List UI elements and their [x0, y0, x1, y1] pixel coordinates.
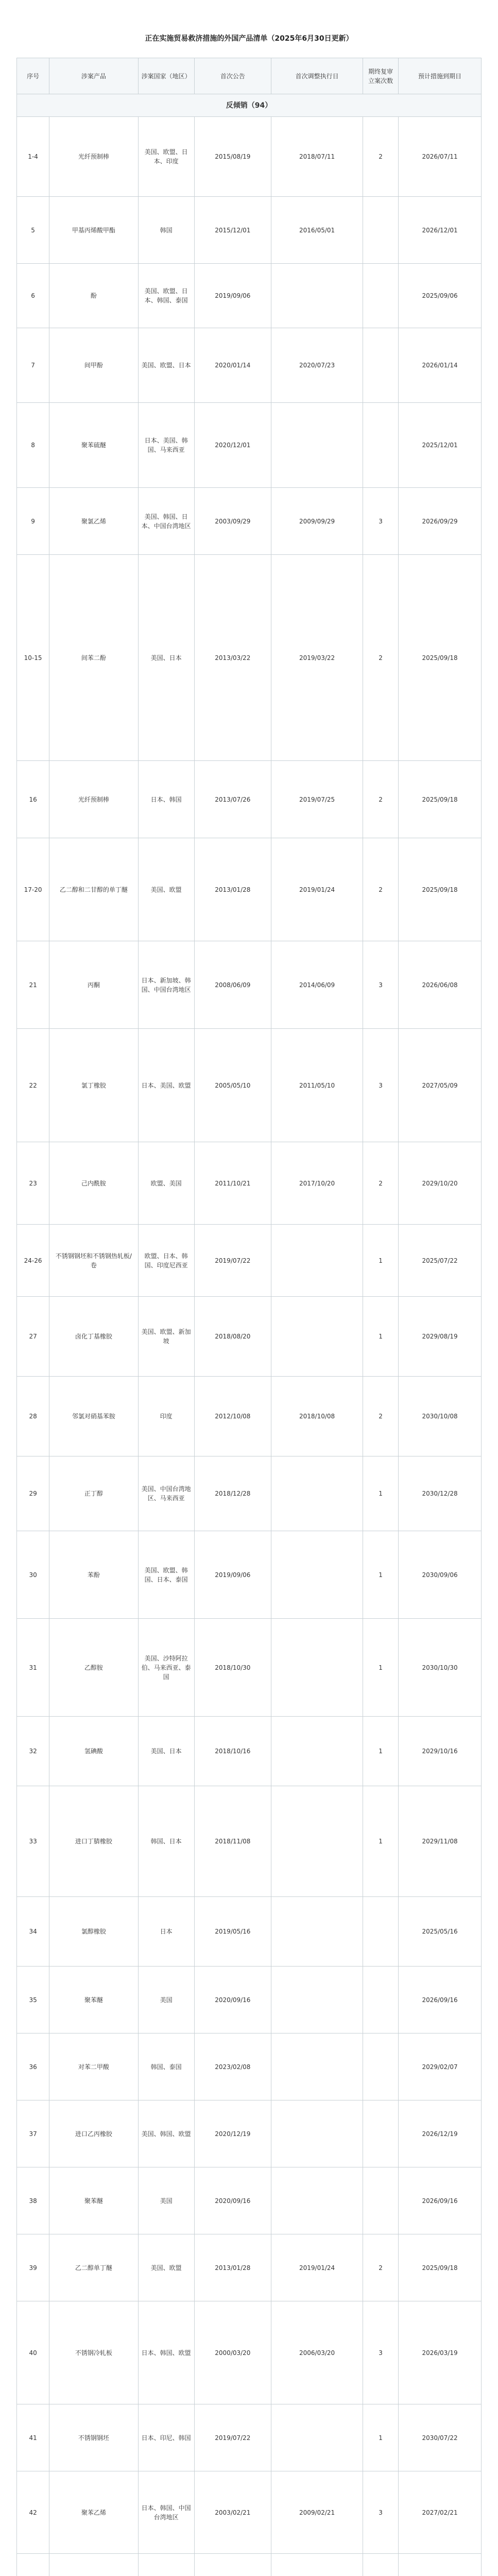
cell-adjust: 2019/03/22 [271, 555, 363, 761]
cell-expiry: 2027/02/21 [399, 2471, 482, 2554]
table-row [17, 555, 482, 761]
cell-country [138, 2554, 194, 2576]
cell-adjust: 2018/10/08 [271, 1377, 363, 1456]
cell-product: 乙醇胺 [49, 1619, 138, 1717]
table-row [17, 2167, 482, 2234]
document-title: 正在实施贸易救济措施的外国产品清单（2025年6月30日更新） [145, 35, 353, 43]
cell-review-count [363, 2554, 399, 2576]
cell-adjust [271, 2167, 363, 2234]
cell-country: 日本、新加坡、韩国、中国台湾地区 [138, 941, 194, 1029]
table-row [17, 1786, 482, 1897]
cell-issue: 2019/09/06 [194, 1531, 271, 1619]
cell-issue: 2020/12/19 [194, 2100, 271, 2167]
cell-no: 36 [17, 2033, 49, 2100]
cell-review-count: 2 [363, 1142, 399, 1225]
cell-expiry: 2025/09/18 [399, 2234, 482, 2301]
cell-expiry: 2026/01/14 [399, 328, 482, 403]
cell-adjust: 2009/02/21 [271, 2471, 363, 2554]
cell-issue: 2008/06/09 [194, 941, 271, 1029]
cell-country: 欧盟、美国 [138, 1142, 194, 1225]
cell-review-count: 1 [363, 1225, 399, 1297]
cell-review-count: 1 [363, 1717, 399, 1786]
cell-product: 间甲酚 [49, 328, 138, 403]
cell-review-count [363, 2167, 399, 2234]
cell-no: 42 [17, 2471, 49, 2554]
cell-product: 聚氯乙烯 [49, 488, 138, 555]
cell-no: 23 [17, 1142, 49, 1225]
cell-no: 35 [17, 1967, 49, 2033]
cell-expiry: 2030/10/08 [399, 1377, 482, 1456]
table-row [17, 2301, 482, 2404]
cell-country: 日本、印尼、韩国 [138, 2404, 194, 2471]
header-review-count: 期终复审立案次数 [363, 58, 399, 94]
cell-review-count [363, 403, 399, 488]
cell-country: 美国、欧盟、新加坡 [138, 1297, 194, 1377]
cell-adjust [271, 1456, 363, 1531]
table-row [17, 117, 482, 197]
cell-review-count: 3 [363, 2471, 399, 2554]
header-country: 涉案国家（地区） [138, 58, 194, 94]
cell-country: 美国 [138, 1967, 194, 2033]
cell-no: 30 [17, 1531, 49, 1619]
cell-issue: 2012/10/08 [194, 1377, 271, 1456]
cell-product: 聚苯醚 [49, 2167, 138, 2234]
cell-issue: 2000/03/20 [194, 2301, 271, 2404]
cell-issue: 2015/12/01 [194, 197, 271, 264]
cell-review-count: 1 [363, 2404, 399, 2471]
cell-adjust: 2009/09/29 [271, 488, 363, 555]
cell-product: 光纤预制棒 [49, 117, 138, 197]
table-row [17, 2471, 482, 2554]
table-row [17, 2404, 482, 2471]
header-expiry: 预计措施到期日 [399, 58, 482, 94]
cell-issue: 2020/09/16 [194, 2167, 271, 2234]
cell-issue: 2013/01/28 [194, 2234, 271, 2301]
measures-table [16, 58, 482, 2576]
cell-adjust [271, 1531, 363, 1619]
cell-expiry: 2026/12/19 [399, 2100, 482, 2167]
cell-adjust [271, 1225, 363, 1297]
cell-expiry: 2026/07/11 [399, 117, 482, 197]
cell-no: 5 [17, 197, 49, 264]
cell-product: 不锈钢钢坯和不锈钢热轧板/卷 [49, 1225, 138, 1297]
cell-adjust: 2017/10/20 [271, 1142, 363, 1225]
cell-no: 6 [17, 264, 49, 328]
cell-product [49, 2554, 138, 2576]
cell-issue: 2019/05/16 [194, 1897, 271, 1967]
cell-product: 卤化丁基橡胶 [49, 1297, 138, 1377]
cell-country: 日本、美国、欧盟 [138, 1029, 194, 1142]
cell-expiry: 2026/03/19 [399, 2301, 482, 2404]
header-no: 序号 [17, 58, 49, 94]
table-row [17, 1717, 482, 1786]
cell-expiry: 2030/10/30 [399, 1619, 482, 1717]
cell-country: 美国、欧盟、日本 [138, 328, 194, 403]
cell-expiry: 2029/11/08 [399, 1786, 482, 1897]
cell-issue: 2018/08/20 [194, 1297, 271, 1377]
cell-product: 邻氯对硝基苯胺 [49, 1377, 138, 1456]
cell-no: 38 [17, 2167, 49, 2234]
header-issue: 首次公告 [194, 58, 271, 94]
table-row [17, 2100, 482, 2167]
cell-adjust [271, 1619, 363, 1717]
table-row [17, 1619, 482, 1717]
cell-country: 印度 [138, 1377, 194, 1456]
table-row [17, 197, 482, 264]
table-row [17, 2554, 482, 2576]
cell-product: 聚苯乙烯 [49, 2471, 138, 2554]
cell-country: 美国、日本 [138, 1717, 194, 1786]
cell-adjust [271, 1786, 363, 1897]
cell-adjust: 2016/05/01 [271, 197, 363, 264]
table-row [17, 1456, 482, 1531]
cell-expiry: 2030/07/22 [399, 2404, 482, 2471]
cell-expiry: 2026/09/16 [399, 1967, 482, 2033]
cell-expiry: 2029/10/16 [399, 1717, 482, 1786]
cell-adjust: 2018/07/11 [271, 117, 363, 197]
cell-expiry: 2026/12/01 [399, 197, 482, 264]
cell-adjust: 2019/01/24 [271, 2234, 363, 2301]
cell-country: 日本、韩国 [138, 761, 194, 838]
cell-adjust [271, 1967, 363, 2033]
cell-adjust: 2011/05/10 [271, 1029, 363, 1142]
cell-country: 美国、欧盟、日本、印度 [138, 117, 194, 197]
cell-issue: 2019/09/06 [194, 264, 271, 328]
cell-expiry: 2030/12/28 [399, 1456, 482, 1531]
cell-expiry: 2029/10/20 [399, 1142, 482, 1225]
cell-review-count: 2 [363, 555, 399, 761]
cell-issue: 2018/12/28 [194, 1456, 271, 1531]
cell-adjust [271, 2404, 363, 2471]
cell-review-count [363, 2033, 399, 2100]
cell-product: 正丁醇 [49, 1456, 138, 1531]
cell-review-count: 2 [363, 1377, 399, 1456]
section-header-row [17, 94, 482, 117]
cell-product: 苯酚 [49, 1531, 138, 1619]
cell-product: 氢碘酸 [49, 1717, 138, 1786]
cell-review-count: 2 [363, 117, 399, 197]
cell-country: 韩国 [138, 197, 194, 264]
cell-no: 39 [17, 2234, 49, 2301]
cell-issue: 2018/10/16 [194, 1717, 271, 1786]
cell-product: 丙酮 [49, 941, 138, 1029]
cell-no: 37 [17, 2100, 49, 2167]
cell-review-count [363, 328, 399, 403]
cell-country: 美国、欧盟、韩国、日本、泰国 [138, 1531, 194, 1619]
cell-country: 美国、欧盟、日本、韩国、泰国 [138, 264, 194, 328]
cell-adjust: 2020/07/23 [271, 328, 363, 403]
table-row [17, 1297, 482, 1377]
cell-issue: 2023/02/08 [194, 2033, 271, 2100]
cell-no: 7 [17, 328, 49, 403]
cell-country: 日本 [138, 1897, 194, 1967]
cell-no: 9 [17, 488, 49, 555]
cell-no: 29 [17, 1456, 49, 1531]
cell-review-count: 3 [363, 2301, 399, 2404]
cell-expiry: 2026/09/16 [399, 2167, 482, 2234]
cell-no [17, 2554, 49, 2576]
table-row [17, 2033, 482, 2100]
table-row [17, 1967, 482, 2033]
cell-issue: 2005/05/10 [194, 1029, 271, 1142]
cell-no: 40 [17, 2301, 49, 2404]
cell-no: 24-26 [17, 1225, 49, 1297]
cell-no: 32 [17, 1717, 49, 1786]
cell-product: 进口乙丙橡胶 [49, 2100, 138, 2167]
cell-country: 欧盟、日本、韩国、印度尼西亚 [138, 1225, 194, 1297]
table-row [17, 403, 482, 488]
cell-country: 美国 [138, 2167, 194, 2234]
cell-product: 不锈钢冷轧板 [49, 2301, 138, 2404]
cell-issue: 2019/07/22 [194, 1225, 271, 1297]
cell-issue: 2015/08/19 [194, 117, 271, 197]
cell-expiry: 2025/09/18 [399, 761, 482, 838]
table-row [17, 1142, 482, 1225]
cell-issue: 2013/01/28 [194, 838, 271, 941]
table-row [17, 2234, 482, 2301]
table-row [17, 1897, 482, 1967]
cell-review-count: 3 [363, 941, 399, 1029]
cell-product: 乙二醇和二甘醇的单丁醚 [49, 838, 138, 941]
cell-review-count [363, 197, 399, 264]
cell-issue: 2013/03/22 [194, 555, 271, 761]
cell-no: 22 [17, 1029, 49, 1142]
cell-no: 8 [17, 403, 49, 488]
cell-expiry: 2026/06/08 [399, 941, 482, 1029]
cell-adjust [271, 2100, 363, 2167]
cell-country: 美国、韩国、日本、中国台湾地区 [138, 488, 194, 555]
cell-no: 31 [17, 1619, 49, 1717]
cell-country: 韩国、泰国 [138, 2033, 194, 2100]
cell-country: 日本、韩国、欧盟 [138, 2301, 194, 2404]
table-row [17, 941, 482, 1029]
cell-adjust: 2019/07/25 [271, 761, 363, 838]
cell-expiry: 2029/08/19 [399, 1297, 482, 1377]
cell-product: 聚苯硫醚 [49, 403, 138, 488]
cell-review-count [363, 2100, 399, 2167]
cell-product: 氯丁橡胶 [49, 1029, 138, 1142]
cell-adjust: 2014/06/09 [271, 941, 363, 1029]
cell-expiry: 2027/05/09 [399, 1029, 482, 1142]
cell-product: 进口丁腈橡胶 [49, 1786, 138, 1897]
cell-country: 韩国、日本 [138, 1786, 194, 1897]
cell-adjust [271, 1897, 363, 1967]
cell-issue: 2020/09/16 [194, 1967, 271, 2033]
cell-adjust: 2019/01/24 [271, 838, 363, 941]
cell-adjust [271, 2033, 363, 2100]
cell-expiry [399, 2554, 482, 2576]
cell-issue: 2020/12/01 [194, 403, 271, 488]
section-title: 反倾销（94） [17, 94, 482, 117]
cell-review-count: 1 [363, 1619, 399, 1717]
cell-no: 34 [17, 1897, 49, 1967]
cell-no: 27 [17, 1297, 49, 1377]
cell-review-count [363, 1967, 399, 2033]
cell-review-count [363, 264, 399, 328]
cell-issue: 2018/11/08 [194, 1786, 271, 1897]
cell-product: 乙二醇单丁醚 [49, 2234, 138, 2301]
cell-no: 21 [17, 941, 49, 1029]
header-adjust: 首次调整执行日 [271, 58, 363, 94]
cell-adjust [271, 403, 363, 488]
table-row [17, 1377, 482, 1456]
cell-no: 41 [17, 2404, 49, 2471]
table-row [17, 264, 482, 328]
cell-no: 28 [17, 1377, 49, 1456]
cell-review-count [363, 1897, 399, 1967]
cell-product: 己内酰胺 [49, 1142, 138, 1225]
cell-review-count: 3 [363, 488, 399, 555]
cell-country: 美国、欧盟 [138, 838, 194, 941]
cell-product: 对苯二甲酸 [49, 2033, 138, 2100]
cell-product: 聚苯醚 [49, 1967, 138, 2033]
cell-no: 16 [17, 761, 49, 838]
cell-country: 美国、沙特阿拉伯、马来西亚、泰国 [138, 1619, 194, 1717]
cell-review-count: 1 [363, 1786, 399, 1897]
cell-product: 不锈钢钢坯 [49, 2404, 138, 2471]
cell-product: 间苯二酚 [49, 555, 138, 761]
cell-adjust [271, 2554, 363, 2576]
cell-review-count: 1 [363, 1297, 399, 1377]
cell-product: 氯醇橡胶 [49, 1897, 138, 1967]
cell-issue: 2013/07/26 [194, 761, 271, 838]
cell-expiry: 2025/09/18 [399, 555, 482, 761]
cell-review-count: 1 [363, 1531, 399, 1619]
cell-adjust [271, 1297, 363, 1377]
cell-expiry: 2025/09/18 [399, 838, 482, 941]
cell-expiry: 2026/09/29 [399, 488, 482, 555]
cell-review-count: 2 [363, 838, 399, 941]
cell-issue: 2018/10/30 [194, 1619, 271, 1717]
cell-product: 甲基丙烯酸甲酯 [49, 197, 138, 264]
cell-review-count: 3 [363, 1029, 399, 1142]
cell-expiry: 2029/02/07 [399, 2033, 482, 2100]
table-row [17, 1225, 482, 1297]
cell-no: 1-4 [17, 117, 49, 197]
cell-issue: 2020/01/14 [194, 328, 271, 403]
cell-no: 10-15 [17, 555, 49, 761]
cell-no: 17-20 [17, 838, 49, 941]
table-row [17, 838, 482, 941]
table-row [17, 761, 482, 838]
cell-expiry: 2025/09/06 [399, 264, 482, 328]
cell-expiry: 2025/05/16 [399, 1897, 482, 1967]
cell-country: 美国、中国台湾地区、马来西亚 [138, 1456, 194, 1531]
table-row [17, 1029, 482, 1142]
cell-issue [194, 2554, 271, 2576]
cell-country: 美国、韩国、欧盟 [138, 2100, 194, 2167]
cell-country: 日本、美国、韩国、马来西亚 [138, 403, 194, 488]
table-header-row [17, 58, 482, 94]
header-product: 涉案产品 [49, 58, 138, 94]
cell-country: 美国、欧盟 [138, 2234, 194, 2301]
table-row [17, 1531, 482, 1619]
cell-expiry: 2030/09/06 [399, 1531, 482, 1619]
cell-expiry: 2025/12/01 [399, 403, 482, 488]
table-row [17, 328, 482, 403]
cell-issue: 2011/10/21 [194, 1142, 271, 1225]
cell-product: 酚 [49, 264, 138, 328]
table-row [17, 488, 482, 555]
cell-country: 日本、韩国、中国台湾地区 [138, 2471, 194, 2554]
cell-product: 光纤预制棒 [49, 761, 138, 838]
cell-adjust [271, 1717, 363, 1786]
cell-country: 美国、日本 [138, 555, 194, 761]
cell-review-count: 1 [363, 1456, 399, 1531]
cell-review-count: 2 [363, 761, 399, 838]
cell-adjust [271, 264, 363, 328]
cell-review-count: 2 [363, 2234, 399, 2301]
cell-adjust: 2006/03/20 [271, 2301, 363, 2404]
cell-expiry: 2025/07/22 [399, 1225, 482, 1297]
cell-issue: 2019/07/22 [194, 2404, 271, 2471]
cell-no: 33 [17, 1786, 49, 1897]
cell-issue: 2003/02/21 [194, 2471, 271, 2554]
cell-issue: 2003/09/29 [194, 488, 271, 555]
